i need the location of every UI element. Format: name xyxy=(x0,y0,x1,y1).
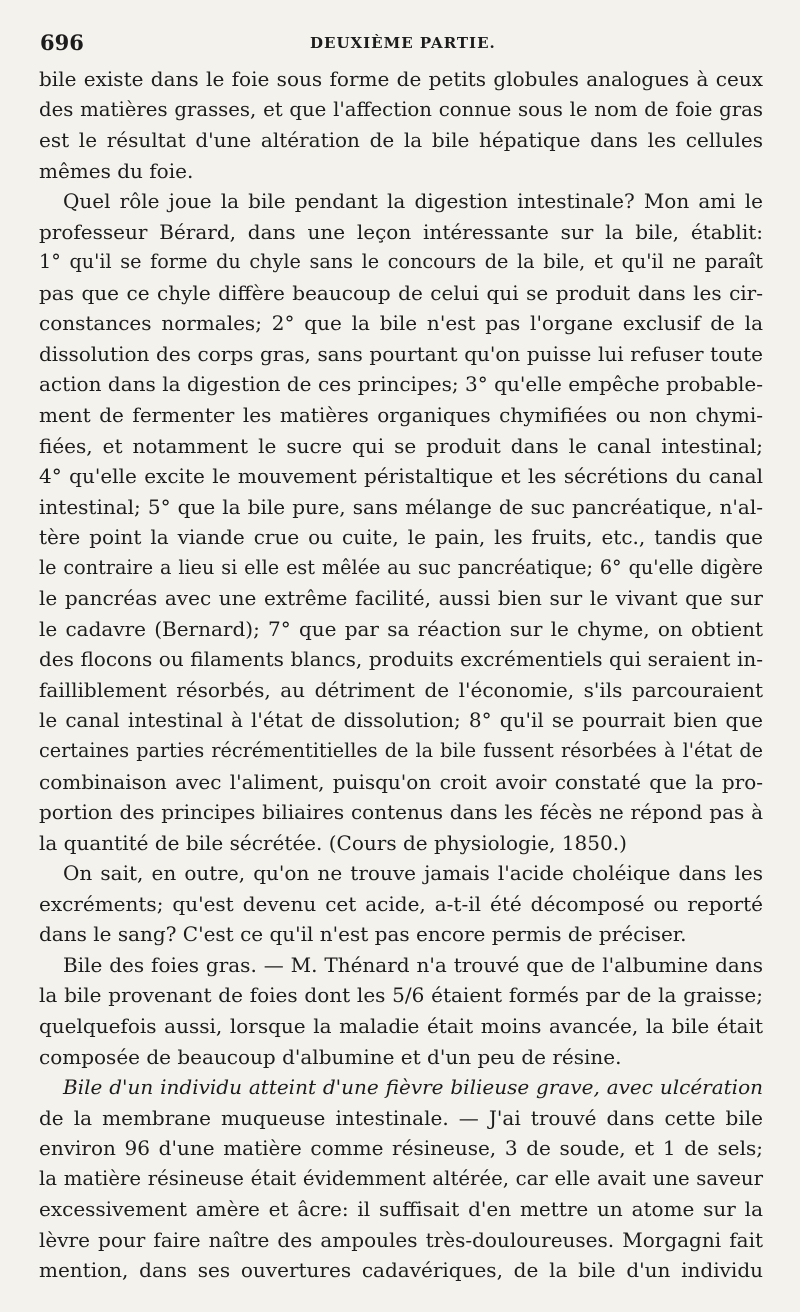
text-line: intestinal; 5° que la bile pure, sans mélange de suc pancréatique, n'al- xyxy=(39,494,763,519)
text-line: de la membrane muqueuse intestinale. — J'ai trouvé dans cette bile xyxy=(39,1105,763,1130)
text-line: le canal intestinal à l'état de dissolution; 8° qu'il se pourrait bien que xyxy=(39,708,763,733)
page-header xyxy=(40,30,762,64)
text-line: dissolution des corps gras, sans pourtant qu'on puisse lui refuser toute xyxy=(39,341,763,366)
text-line: ment de fermenter les matières organiques chymifiées ou non chymi- xyxy=(39,403,763,428)
text-line: quelquefois aussi, lorsque la maladie était moins avancée, la bile était xyxy=(39,1013,763,1038)
text-line: failliblement résorbés, au détriment de l'économie, s'ils parcouraient xyxy=(39,677,763,702)
text-line: pas que ce chyle diffère beaucoup de celui qui se produit dans les cir- xyxy=(39,280,763,305)
text-line: environ 96 d'une matière comme résineuse, 3 de soude, et 1 de sels; xyxy=(39,1136,763,1161)
text-line: excréments; qu'est devenu cet acide, a-t-il été décomposé ou reporté xyxy=(39,891,763,916)
text-line: action dans la digestion de ces principes; 3° qu'elle empêche probable- xyxy=(39,372,763,397)
text-line: professeur Bérard, dans une leçon intéressante sur la bile, établit: xyxy=(39,219,763,244)
text-line: certaines parties récrémentitielles de la bile fussent résorbées à l'état de xyxy=(39,739,763,763)
text-line: 1° qu'il se forme du chyle sans le concours de la bile, et qu'il ne paraît xyxy=(39,250,763,274)
text-line: le pancréas avec une extrême facilité, aussi bien sur le vivant que sur xyxy=(39,586,763,611)
text-line: fiées, et notamment le sucre qui se produit dans le canal intestinal; xyxy=(39,433,763,458)
text-line: mention, dans ses ouvertures cadavériques, de la bile d'un individu xyxy=(39,1258,763,1283)
text-line: excessivement amère et âcre: il suffisait d'en mettre un atome sur la xyxy=(39,1197,763,1222)
text-line: le cadavre (Bernard); 7° que par sa réaction sur le chyme, on obtient xyxy=(39,616,763,641)
text-line: composée de beaucoup d'albumine et d'un peu de résine. xyxy=(39,1044,622,1069)
text-line: 4° qu'elle excite le mouvement péristaltique et les sécrétions du canal xyxy=(39,464,763,489)
text-line: la bile provenant de foies dont les 5/6 étaient formés par de la graisse; xyxy=(39,983,763,1008)
text-line: le contraire a lieu si elle est mêlée au suc pancréatique; 6° qu'elle digère xyxy=(39,555,763,579)
text-line: dans le sang? C'est ce qu'il n'est pas encore permis de préciser. xyxy=(39,922,687,947)
text-line: des flocons ou filaments blancs, produits excrémentiels qui seraient in- xyxy=(39,647,763,672)
text-line: bile existe dans le foie sous forme de petits globules analogues à ceux xyxy=(39,67,763,91)
text-line: est le résultat d'une altération de la bile hépatique dans les cellules xyxy=(39,128,763,153)
text-line: lèvre pour faire naître des ampoules très-douloureuses. Morgagni fait xyxy=(39,1227,763,1252)
page-number: 696 xyxy=(40,30,84,55)
text-line: des matières grasses, et que l'affection connue sous le nom de foie gras xyxy=(39,97,763,121)
text-line: Bile d'un individu atteint d'une fièvre bilieuse grave, avec ulcération xyxy=(63,1075,763,1100)
running-title: DEUXIÈME PARTIE. xyxy=(310,34,496,52)
text-line: tère point la viande crue ou cuite, le pain, les fruits, etc., tandis que xyxy=(39,525,763,550)
text-line: la matière résineuse était évidemment altérée, car elle avait une saveur xyxy=(39,1166,763,1190)
text-line: Bile des foies gras. — M. Thénard n'a trouvé que de l'albumine dans xyxy=(63,952,763,977)
text-line: On sait, en outre, qu'on ne trouve jamais l'acide choléique dans les xyxy=(63,861,763,886)
text-line: combinaison avec l'aliment, puisqu'on croit avoir constaté que la pro- xyxy=(39,769,763,794)
text-line: mêmes du foie. xyxy=(39,158,194,183)
text-line: portion des principes biliaires contenus dans les fécès ne répond pas à xyxy=(39,800,763,825)
text-line: constances normales; 2° que la bile n'est pas l'organe exclusif de la xyxy=(39,311,763,336)
text-body xyxy=(39,64,763,1286)
text-line: la quantité de bile sécrétée. (Cours de physiologie, 1850.) xyxy=(39,830,627,855)
text-line: Quel rôle joue la bile pendant la digestion intestinale? Mon ami le xyxy=(63,189,763,214)
